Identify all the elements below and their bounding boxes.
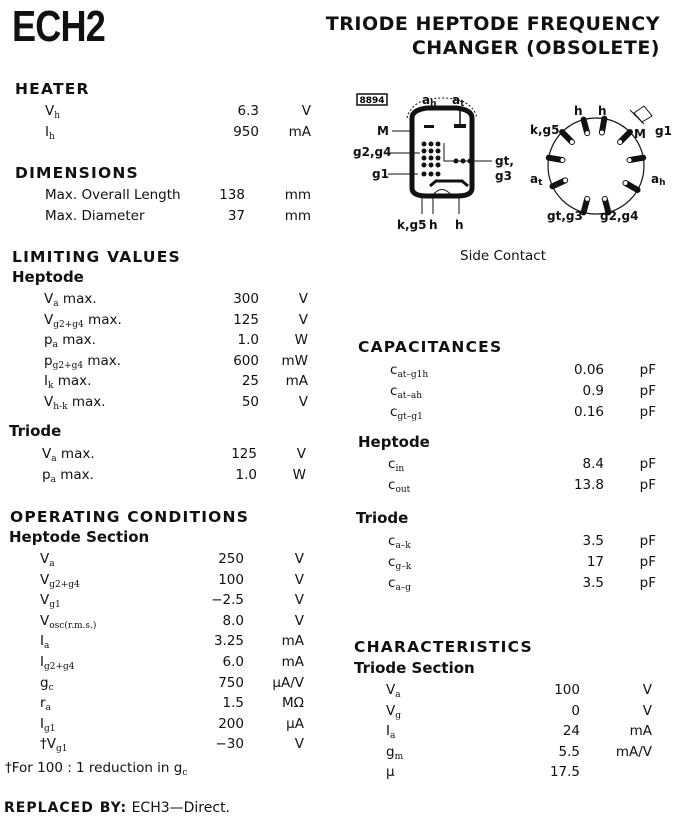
param-label (40, 736, 68, 754)
table-row (44, 394, 308, 414)
base-pin-icon (584, 199, 588, 213)
param-label (44, 353, 121, 371)
param-symbol: V (44, 393, 54, 410)
param-value: 8.0 (222, 612, 244, 629)
base-pin-icon (602, 119, 604, 133)
tube-description (326, 12, 660, 60)
param-symbol: V (44, 311, 54, 328)
param-unit: V (294, 571, 304, 588)
table-row (42, 446, 306, 466)
base-pin-icon (625, 183, 637, 190)
replaced-by-label: REPLACED BY: (4, 800, 128, 816)
param-label (44, 373, 91, 391)
param-symbol: I (40, 715, 44, 732)
param-label (386, 703, 401, 721)
table-row (390, 404, 656, 424)
param-label (388, 575, 411, 593)
param-value: 6.0 (222, 654, 244, 670)
param-label (388, 554, 411, 572)
param-subscript: g2+g4 (49, 579, 80, 590)
param-subscript: g1 (49, 600, 61, 611)
param-value: 0.16 (573, 404, 604, 420)
label-heptode-anode: ah (422, 93, 437, 109)
capacitances-heptode-heading: Heptode (358, 433, 430, 451)
footnote-sub: c (182, 768, 188, 778)
table-row (386, 703, 652, 723)
table-row (45, 124, 311, 144)
param-symbol: r (40, 695, 46, 712)
param-subscript: a (50, 475, 56, 485)
param-value: −30 (215, 736, 244, 753)
param-unit: pF (639, 554, 656, 570)
base-label-gt-g3: gt,g3 (547, 209, 583, 223)
param-subscript: a (51, 454, 57, 464)
param-value: 200 (218, 715, 244, 732)
param-value: 8.4 (582, 456, 604, 472)
param-symbol: p (42, 467, 51, 483)
param-symbol: p (44, 352, 53, 369)
table-row (45, 103, 311, 123)
param-label (390, 404, 423, 422)
base-pin-hole (585, 131, 589, 135)
grid-dots-icon (422, 142, 473, 177)
base-label-heater-1: h (574, 104, 583, 118)
label-heater-2: h (455, 218, 464, 232)
param-value: −2.5 (211, 592, 244, 609)
param-subscript: h (54, 111, 61, 121)
param-unit: µA/V (272, 674, 304, 691)
characteristics-heading: CHARACTERISTICS (354, 638, 533, 656)
param-subscript: h-k (53, 401, 68, 412)
param-symbol: c (388, 477, 396, 493)
param-subscript: a–k (395, 541, 411, 551)
param-label (390, 383, 422, 401)
param-unit: V (294, 592, 304, 609)
param-unit: mA (288, 124, 311, 140)
param-value: 13.8 (573, 477, 604, 493)
param-value: 950 (233, 124, 259, 140)
table-row (44, 312, 308, 332)
param-value: 17.5 (549, 764, 580, 780)
param-value: 125 (233, 311, 259, 328)
base-connection-diagram (352, 88, 678, 253)
param-suffix: max. (55, 467, 94, 483)
param-subscript: g2+g4 (52, 360, 84, 371)
param-value: 0 (571, 702, 580, 719)
param-value: 17 (586, 554, 604, 570)
param-suffix: max. (67, 393, 106, 410)
param-symbol: I (44, 373, 48, 389)
param-unit: mW (281, 352, 308, 369)
table-row (388, 477, 656, 497)
base-pin-hole (603, 197, 607, 201)
param-subscript: a (389, 731, 396, 741)
param-symbol: p (44, 332, 53, 348)
param-subscript: gt–g1 (397, 412, 423, 422)
param-label: Max. Overall Length (45, 187, 181, 203)
label-gt-g3-line1: gt, (495, 154, 514, 168)
param-subscript: g2+g4 (53, 319, 84, 330)
table-row (386, 723, 652, 743)
param-symbol: g (386, 743, 395, 760)
table-row (40, 736, 304, 756)
table-row (40, 695, 304, 715)
param-value: 1.5 (222, 695, 244, 712)
param-suffix: max. (83, 311, 122, 328)
param-suffix: max. (57, 332, 96, 348)
param-subscript: g1 (43, 723, 56, 734)
param-value: 138 (219, 187, 245, 203)
base-pin-icon (552, 180, 565, 186)
table-row (388, 554, 656, 574)
label-g1: g1 (372, 167, 389, 181)
base-label-heater-2: h (598, 104, 607, 118)
param-unit: V (294, 551, 304, 567)
param-subscript: a (45, 703, 51, 714)
param-value: 5.5 (558, 743, 580, 760)
param-subscript: osc(r.m.s.) (49, 620, 97, 631)
param-subscript: g (395, 710, 402, 721)
table-row (386, 682, 652, 702)
param-symbol: V (40, 571, 50, 588)
diagram-caption: Side Contact (460, 248, 547, 264)
param-value: 100 (554, 682, 580, 698)
table-row (388, 533, 656, 553)
label-metallisation: M (377, 124, 389, 138)
param-unit: W (292, 467, 306, 483)
param-subscript: g–k (395, 562, 412, 572)
param-symbol: I (40, 654, 44, 670)
base-pin-hole (618, 140, 622, 144)
limiting-values-heading: LIMITING VALUES (12, 248, 181, 266)
table-row (40, 551, 304, 571)
param-subscript: g2+g4 (43, 662, 75, 672)
param-symbol: V (386, 682, 396, 698)
param-subscript: at–ah (397, 391, 423, 401)
replaced-by-value: ECH3—Direct. (131, 800, 231, 816)
description-line-1: TRIODE HEPTODE FREQUENCY (325, 13, 660, 35)
label-triode-anode: at (452, 93, 465, 109)
param-label: Max. Diameter (45, 208, 145, 224)
param-unit: pF (639, 362, 656, 378)
param-unit: V (294, 736, 304, 753)
param-value: 24 (562, 723, 580, 739)
base-pin-hole (623, 181, 627, 185)
param-label (42, 446, 95, 464)
param-label (40, 716, 55, 734)
param-unit: mm (284, 208, 311, 224)
param-unit: pF (639, 477, 656, 493)
base-label-k-g5: k,g5 (530, 123, 560, 137)
base-pin-icon (549, 158, 563, 160)
operating-conditions-heading: OPERATING CONDITIONS (10, 508, 250, 526)
base-pin-hole (600, 131, 604, 135)
param-label (386, 723, 395, 741)
param-symbol: µ (386, 764, 395, 780)
ref-code: 8894 (359, 96, 385, 106)
param-subscript: a (395, 690, 401, 700)
param-symbol: I (386, 723, 390, 739)
base-pin-icon (620, 132, 630, 142)
param-label (388, 533, 411, 551)
table-row (40, 654, 304, 674)
param-unit: µA (286, 715, 304, 732)
param-subscript: in (395, 464, 405, 474)
param-subscript: a (52, 340, 58, 350)
param-value: 3.5 (582, 575, 604, 591)
table-row (40, 572, 304, 592)
param-value: 250 (218, 551, 244, 567)
param-label (40, 613, 96, 631)
triode-anode-icon (454, 124, 466, 128)
param-unit: mA (629, 723, 652, 739)
param-unit: mA (281, 633, 304, 650)
param-unit: mA/V (615, 743, 652, 760)
param-symbol: V (40, 551, 50, 567)
param-symbol: †V (40, 736, 56, 753)
table-row (390, 362, 656, 382)
label-k-g5: k,g5 (397, 218, 427, 232)
base-label-g1: g1 (655, 124, 672, 138)
param-value: 50 (241, 393, 259, 410)
param-symbol: c (388, 554, 396, 570)
param-symbol: V (45, 103, 55, 119)
param-symbol: I (45, 124, 49, 140)
capacitances-triode-heading: Triode (356, 509, 409, 527)
param-unit: V (298, 393, 308, 410)
param-value: 750 (218, 674, 244, 691)
param-value: 0.9 (582, 383, 604, 399)
param-subscript: k (47, 381, 54, 391)
table-row (40, 613, 304, 633)
table-row (388, 575, 656, 595)
param-subscript: h (48, 132, 55, 142)
replaced-by (4, 800, 230, 816)
table-row (388, 456, 656, 476)
table-row (45, 187, 311, 207)
base-pins (549, 119, 644, 213)
param-unit: V (298, 311, 308, 328)
param-subscript: out (395, 485, 411, 495)
tube-type-code: ECH2 (12, 2, 105, 51)
param-unit: pF (639, 383, 656, 399)
param-value: 25 (241, 373, 259, 389)
param-symbol: c (388, 575, 396, 591)
param-symbol: V (40, 612, 50, 629)
cathode-icon (430, 181, 468, 186)
param-suffix: max. (56, 446, 95, 462)
param-value: 1.0 (235, 467, 257, 483)
param-unit: V (301, 103, 311, 119)
param-value: 600 (233, 352, 259, 369)
param-symbol: c (388, 456, 396, 472)
heater-heading: HEATER (15, 80, 90, 98)
limiting-heptode-heading: Heptode (12, 268, 84, 286)
param-symbol: V (44, 291, 54, 307)
param-value: 0.06 (573, 362, 604, 378)
param-unit: mA (281, 654, 304, 670)
param-symbol: c (390, 383, 398, 399)
param-unit: V (294, 612, 304, 629)
table-row (42, 467, 306, 487)
table-row (44, 291, 308, 311)
param-unit: V (298, 291, 308, 307)
side-contact-icon (634, 106, 652, 122)
param-symbol: c (390, 362, 398, 378)
param-label (44, 291, 97, 309)
param-subscript: m (394, 751, 404, 762)
param-unit: V (296, 446, 306, 462)
param-label (44, 312, 122, 330)
base-pin-hole (563, 178, 567, 182)
table-row (40, 592, 304, 612)
table-row (40, 675, 304, 695)
param-unit: W (294, 332, 308, 348)
param-suffix: max. (83, 352, 122, 369)
param-label (44, 332, 96, 350)
param-label (40, 551, 55, 569)
param-symbol: V (42, 446, 52, 462)
param-value: 3.5 (582, 533, 604, 549)
param-unit: V (642, 682, 652, 698)
param-label (40, 654, 75, 672)
param-label (40, 572, 80, 590)
triode-section-heading: Triode Section (354, 659, 475, 677)
param-label (386, 682, 401, 700)
param-subscript: c (48, 682, 54, 693)
param-label (45, 124, 55, 142)
param-label (44, 394, 106, 412)
param-subscript: a (53, 299, 59, 309)
label-gt-g3-line2: g3 (495, 169, 512, 183)
param-symbol: c (390, 404, 398, 420)
param-unit: mA (285, 373, 308, 389)
param-label (388, 456, 404, 474)
param-subscript: g1 (56, 744, 68, 755)
param-unit: MΩ (282, 695, 304, 712)
param-value: 37 (227, 208, 245, 224)
base-label-g2-g4: g2,g4 (600, 209, 639, 223)
param-label (40, 633, 49, 651)
table-row (386, 764, 652, 784)
param-value: 6.3 (237, 103, 259, 119)
param-unit: mm (284, 187, 311, 203)
param-value: 1.0 (237, 332, 259, 348)
table-row (45, 208, 311, 228)
param-value: 300 (233, 291, 259, 307)
description-line-2: CHANGER (OBSOLETE) (411, 37, 660, 59)
param-unit: pF (639, 456, 656, 472)
param-label (386, 744, 403, 762)
param-label (42, 467, 94, 485)
table-row (40, 716, 304, 736)
param-label (40, 675, 54, 693)
param-unit: pF (639, 533, 656, 549)
param-label (40, 592, 61, 610)
table-row (390, 383, 656, 403)
base-pin-hole (561, 158, 565, 162)
param-suffix: max. (53, 373, 92, 389)
diagram-svg (352, 88, 678, 253)
label-g2-g4: g2,g4 (353, 145, 392, 159)
base-pin-icon (562, 132, 572, 142)
base-pin-icon (629, 158, 643, 160)
heptode-section-heading: Heptode Section (9, 528, 150, 546)
param-symbol: g (40, 674, 49, 691)
param-suffix: max. (58, 291, 97, 307)
limiting-triode-heading: Triode (9, 422, 62, 440)
param-unit: V (642, 702, 652, 719)
base-pin-hole (585, 197, 589, 201)
param-value: 3.25 (213, 633, 244, 650)
table-row (386, 744, 652, 764)
footnote (5, 760, 187, 778)
param-label (390, 362, 428, 380)
param-label (386, 764, 395, 782)
base-pin-hole (627, 158, 631, 162)
param-symbol: V (40, 592, 50, 609)
param-symbol: I (40, 633, 44, 650)
param-subscript: a (43, 641, 50, 652)
param-unit: pF (639, 404, 656, 420)
footnote-text: †For 100 : 1 reduction in g (5, 760, 183, 776)
param-symbol: V (386, 702, 396, 719)
param-value: 125 (231, 446, 257, 462)
param-label (40, 695, 51, 713)
base-pin-icon (584, 120, 588, 134)
dimensions-heading: DIMENSIONS (15, 164, 139, 182)
capacitances-heading: CAPACITANCES (358, 338, 503, 356)
label-heater-1: h (429, 218, 438, 232)
param-symbol: c (388, 533, 396, 549)
base-label-triode-anode: at (530, 172, 543, 188)
table-row (44, 332, 308, 352)
table-row (44, 373, 308, 393)
param-value: 100 (218, 571, 244, 588)
base-label-heptode-anode: ah (651, 172, 666, 188)
base-label-metallisation: M (634, 127, 646, 141)
param-subscript: a (49, 559, 55, 569)
param-label (45, 103, 60, 121)
table-row (40, 633, 304, 653)
heptode-anode-icon (424, 125, 434, 128)
table-row (44, 353, 308, 373)
param-subscript: at–g1h (397, 370, 429, 380)
base-pin-hole (570, 140, 574, 144)
param-unit: pF (639, 575, 656, 591)
param-label (388, 477, 410, 495)
param-subscript: a–g (395, 583, 412, 593)
